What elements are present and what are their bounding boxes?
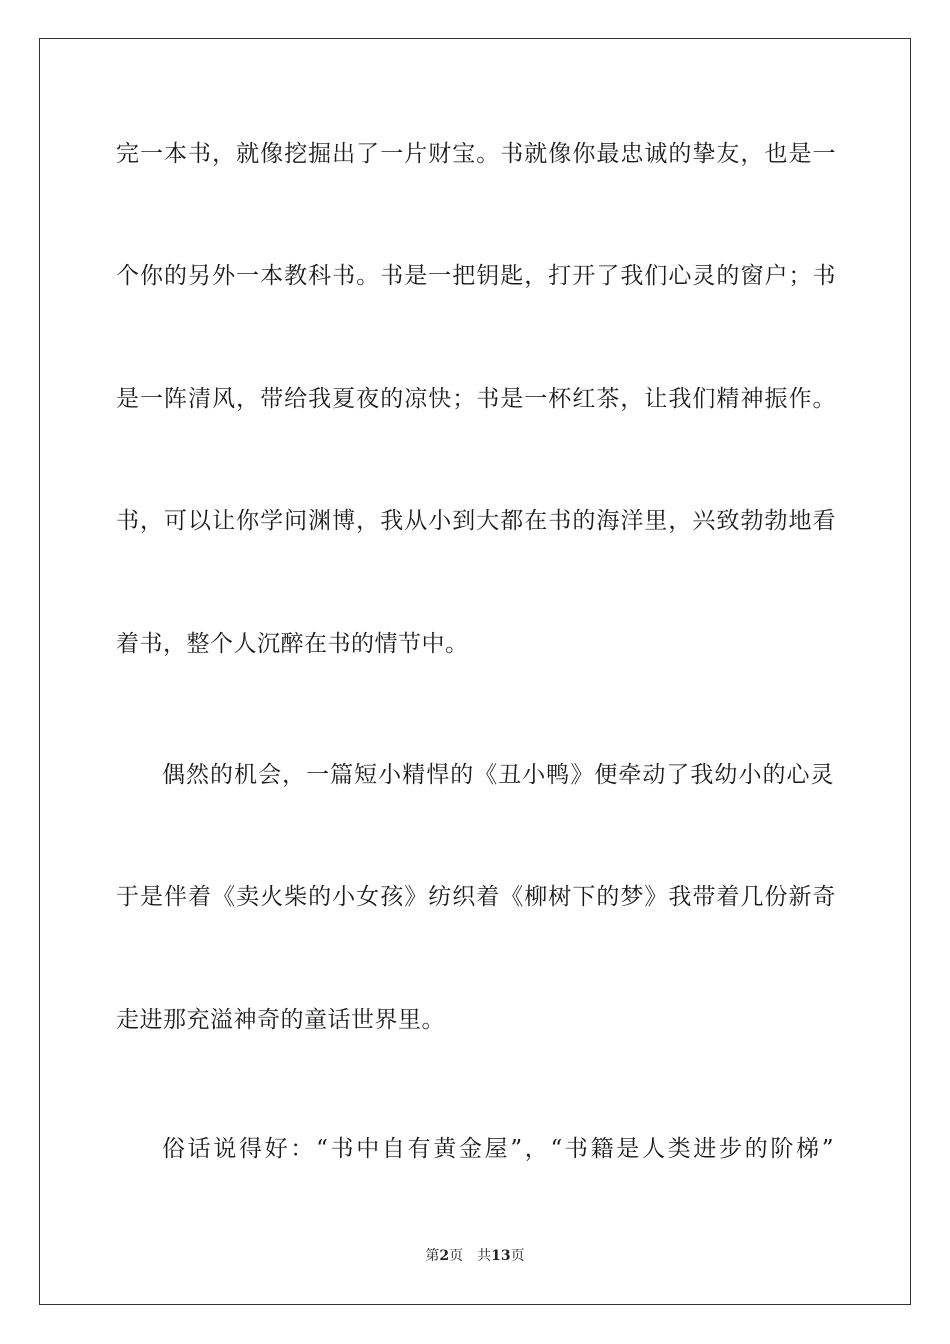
page-suffix: 页 bbox=[449, 1248, 464, 1264]
body-text-line: 书，可以让你学问渊博，我从小到大都在书的海洋里，兴致勃勃地看 bbox=[116, 508, 836, 534]
page-border bbox=[39, 38, 911, 1305]
body-text-line: 于是伴着《卖火柴的小女孩》纺织着《柳树下的梦》我带着几份新奇 bbox=[116, 884, 836, 910]
page-footer bbox=[0, 1247, 950, 1265]
total-prefix: 共 bbox=[477, 1248, 492, 1264]
page-prefix: 第 bbox=[425, 1248, 440, 1264]
body-text-line: 着书，整个人沉醉在书的情节中。 bbox=[116, 631, 469, 657]
paragraph-first-line: 偶然的机会，一篇短小精悍的《丑小鸭》便牵动了我幼小的心灵 bbox=[162, 762, 834, 788]
body-text-line: 个你的另外一本教科书。书是一把钥匙，打开了我们心灵的窗户；书 bbox=[116, 263, 836, 289]
body-text-line: 完一本书，就像挖掘出了一片财宝。书就像你最忠诚的挚友，也是一 bbox=[116, 141, 836, 167]
total-suffix: 页 bbox=[510, 1248, 525, 1264]
body-text-line: 是一阵清风，带给我夏夜的凉快；书是一杯红茶，让我们精神振作。 bbox=[116, 386, 836, 412]
body-text-line: 走进那充溢神奇的童话世界里。 bbox=[116, 1007, 445, 1033]
total-pages: 13 bbox=[491, 1248, 511, 1264]
page-number: 2 bbox=[439, 1248, 450, 1264]
paragraph-first-line: 俗话说得好：“书中自有黄金屋”，“书籍是人类进步的阶梯” bbox=[162, 1136, 834, 1162]
